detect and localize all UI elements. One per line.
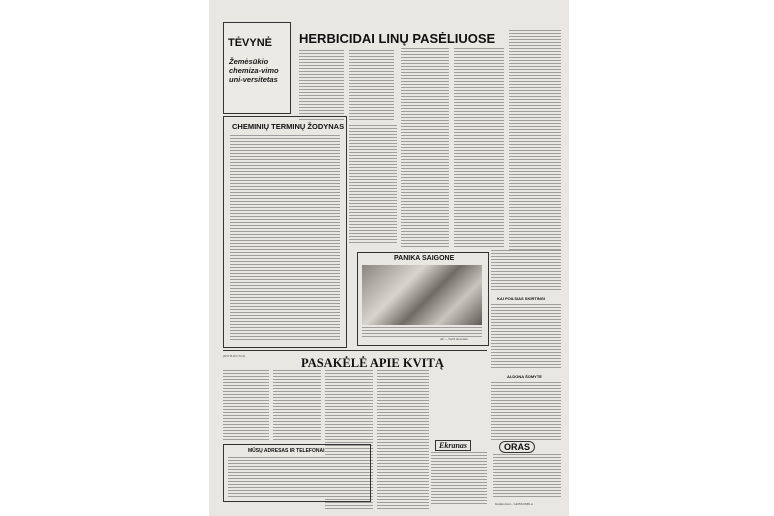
text-col-a <box>401 48 449 248</box>
ekranas-logo: Ekranas <box>435 440 471 451</box>
saigon-box <box>357 252 489 346</box>
masthead-logo: TĖVYNĖ <box>228 37 273 49</box>
oras-logo: ORAS <box>499 441 535 453</box>
saigon-title: PANIKA SAIGONE <box>394 255 455 262</box>
glossary-text <box>230 135 340 341</box>
address-title: MŪSŲ ADRESAS IR TELEFONAI <box>248 448 325 454</box>
newspaper-page <box>209 0 569 516</box>
address-box <box>223 444 371 502</box>
masthead-box <box>223 22 291 114</box>
saigon-caption <box>362 327 482 337</box>
intro-col-1 <box>299 50 344 120</box>
footer-editor: Redaktorius L. GRINSONBLA <box>495 502 533 506</box>
section-divider <box>223 350 487 351</box>
text-col-c <box>509 30 561 250</box>
glossary-box <box>223 116 347 348</box>
ekranas-text <box>431 452 487 504</box>
headline-pasakele: PASAKĖLĖ APIE KVITĄ <box>301 356 444 370</box>
saigon-photo <box>362 265 482 325</box>
saigon-caption-ap: AP — TASS nuotrauka <box>440 337 469 341</box>
masthead-subtitle: Žemėsūkio chemiza-vimo uni-versitetas <box>229 57 279 84</box>
zinute-title: ALDONA ŠOMYTE <box>507 374 542 379</box>
text-col-d <box>349 125 397 245</box>
tale-col-4 <box>377 370 429 510</box>
text-col-f <box>491 304 561 370</box>
oras-text <box>493 454 561 498</box>
tale-col-1 <box>223 370 269 440</box>
intro-col-2 <box>349 50 394 120</box>
glossary-title: CHEMINIŲ TERMINŲ ŽODYNAS <box>232 122 345 131</box>
text-col-e <box>491 250 561 290</box>
address-text <box>228 457 366 497</box>
text-col-g <box>491 382 561 440</box>
headline-herbicidai: HERBICIDAI LINŲ PASĖLIUOSE <box>299 31 496 46</box>
text-col-b <box>454 48 504 248</box>
sports-title: KAI POILSIAS SKIRTINGI <box>497 296 546 301</box>
tale-kicker: (KVITLIUS Nr 6) <box>223 354 245 358</box>
tale-col-2 <box>273 370 321 440</box>
